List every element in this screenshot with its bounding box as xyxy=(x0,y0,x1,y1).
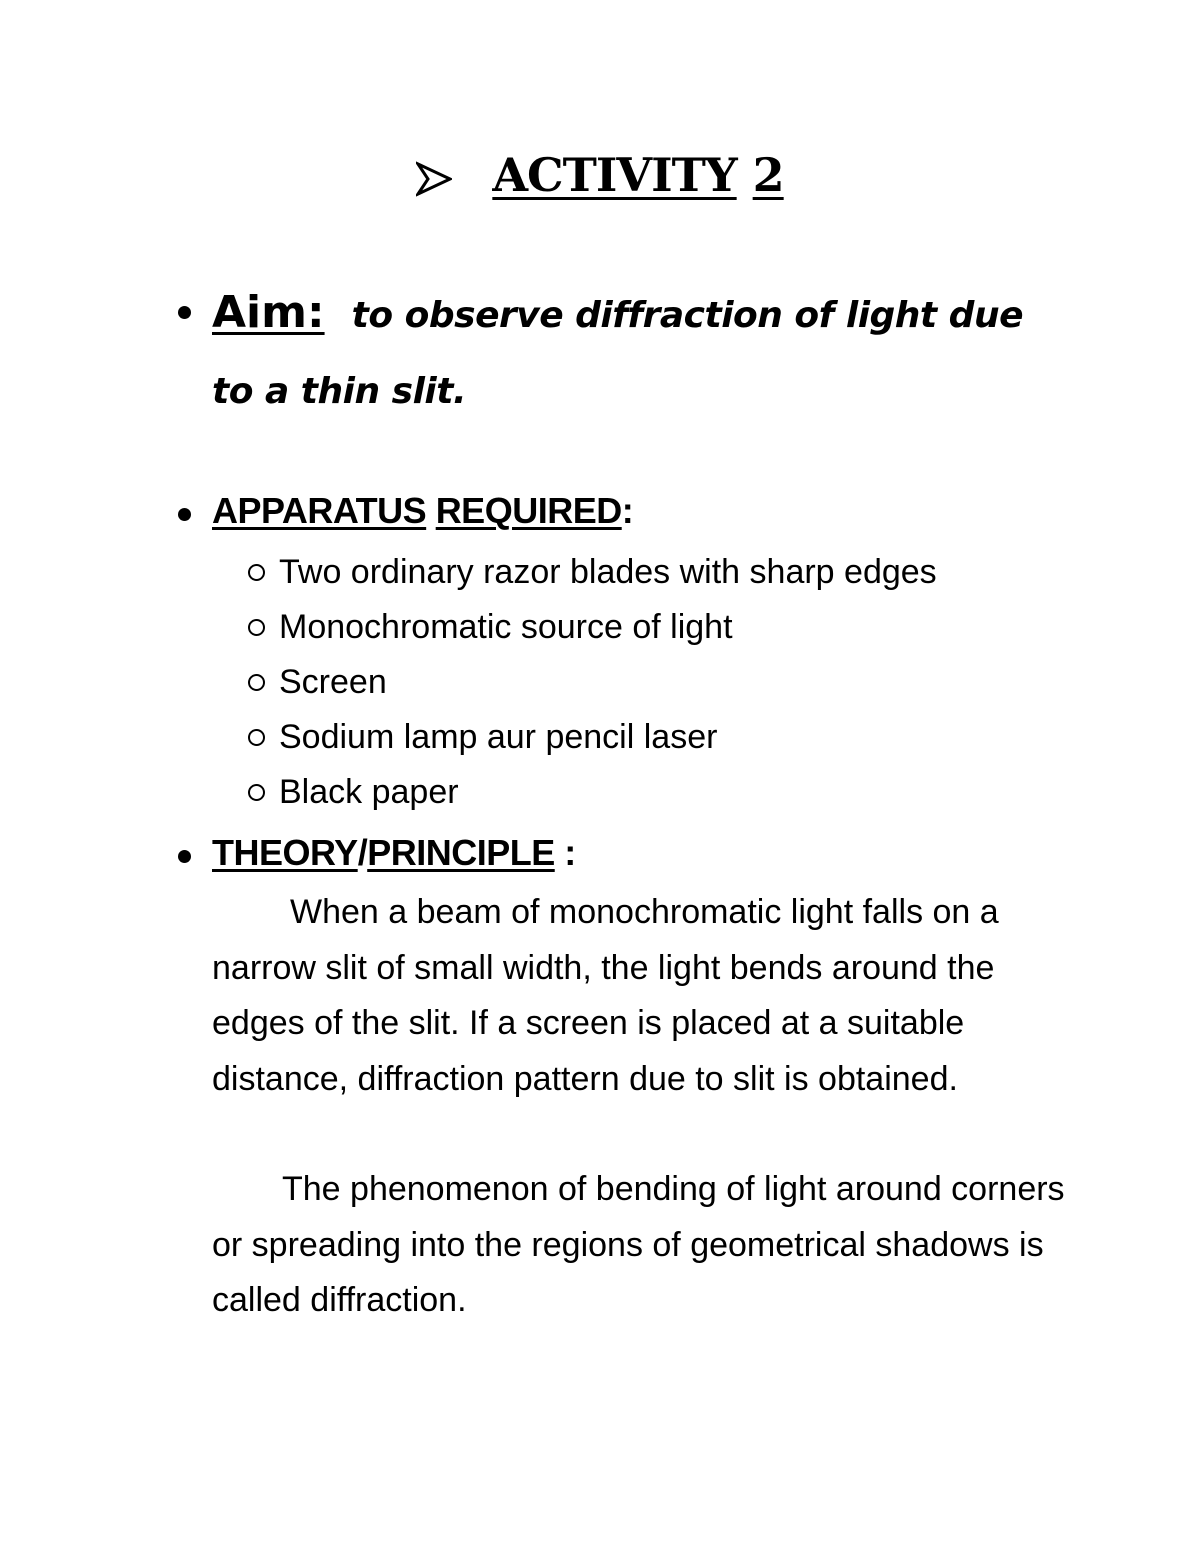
apparatus-bullet-icon xyxy=(178,508,191,521)
hollow-circle-bullet-icon xyxy=(248,619,265,636)
hollow-circle-bullet-icon xyxy=(248,564,265,581)
list-item: Monochromatic source of light xyxy=(248,600,937,655)
hollow-circle-bullet-icon xyxy=(248,784,265,801)
page-title xyxy=(0,148,1200,207)
aim-section xyxy=(212,278,1072,433)
list-item: Screen xyxy=(248,655,937,710)
hollow-circle-bullet-icon xyxy=(248,674,265,691)
apparatus-heading: APPARATUS REQUIRED: xyxy=(212,490,634,531)
title-number: 2 xyxy=(752,148,784,202)
theory-paragraph-1: When a beam of monochromatic light falls on a narrow slit of small width, the light bends around the edges of the slit. If a screen is placed at a suitable distance, diffraction pattern due to slit is obtained. xyxy=(212,893,999,1098)
list-item: Black paper xyxy=(248,765,937,820)
theory-heading: THEORY/PRINCIPLE : xyxy=(212,832,576,873)
aim-bullet-icon xyxy=(178,306,191,319)
theory-paragraph-2: The phenomenon of bending of light around corners or spreading into the regions of geometrical shadows is called diffraction. xyxy=(212,1170,1065,1319)
hollow-circle-bullet-icon xyxy=(248,729,265,746)
theory-bullet-icon xyxy=(178,850,191,863)
list-item: Sodium lamp aur pencil laser xyxy=(248,710,937,765)
arrowhead-bullet-icon xyxy=(416,161,452,201)
list-item: Two ordinary razor blades with sharp edges xyxy=(248,545,937,600)
apparatus-list xyxy=(248,545,937,820)
aim-text: to observe diffraction of light due to a thin slit. xyxy=(212,295,1023,412)
title-word: ACTIVITY xyxy=(492,148,737,202)
aim-label: Aim: xyxy=(212,287,325,338)
